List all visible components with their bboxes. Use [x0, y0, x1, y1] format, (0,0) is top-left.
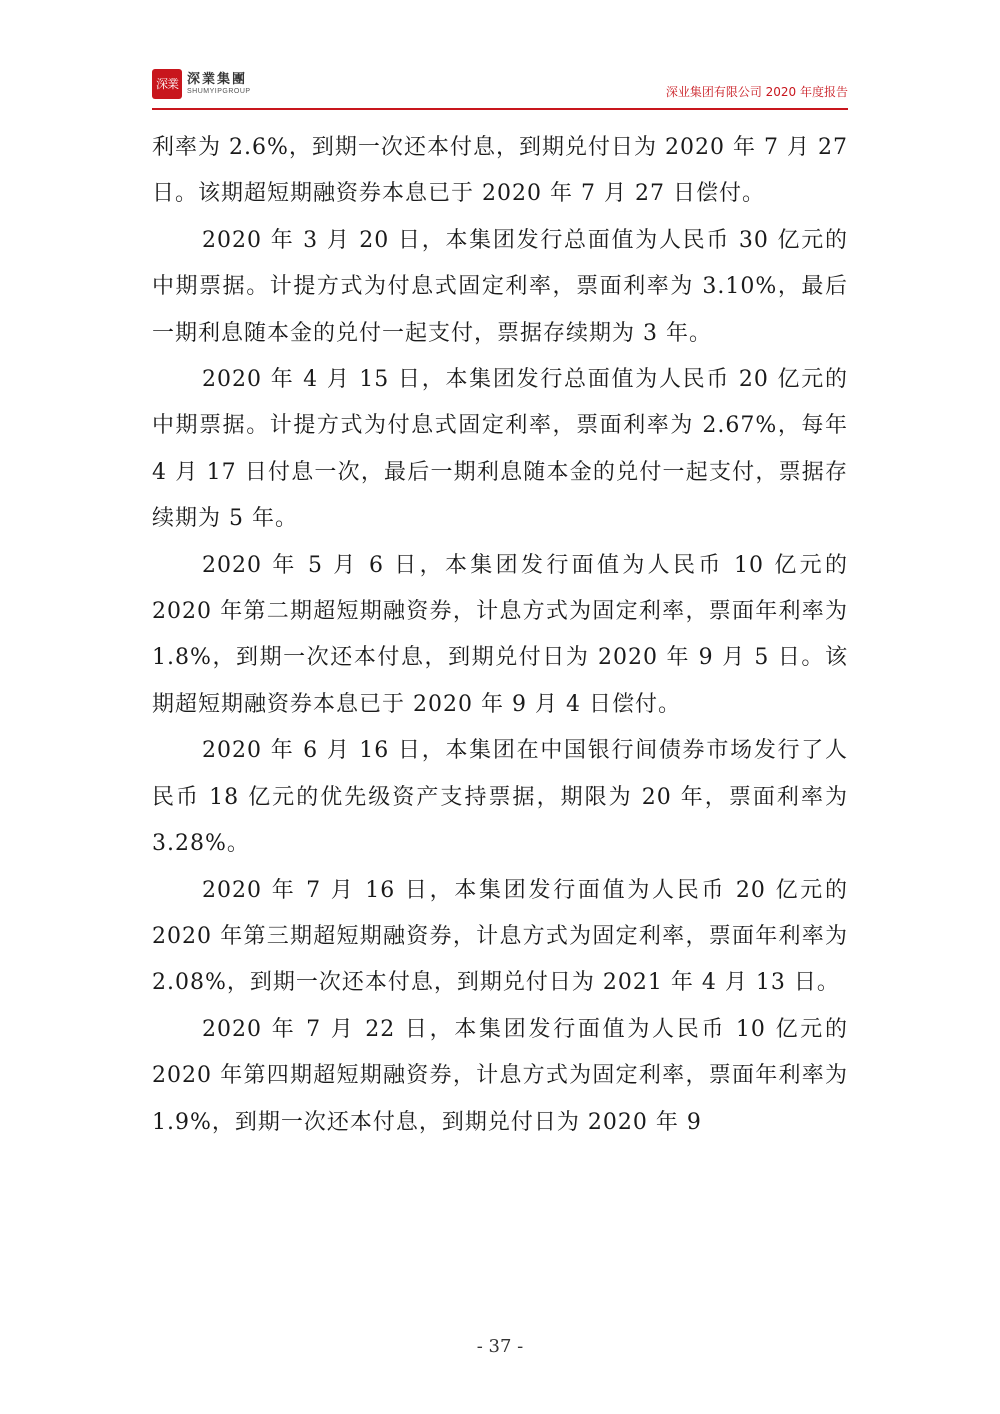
paragraph-abn-june: 2020 年 6 月 16 日，本集团在中国银行间债券市场发行了人民币 18 亿元的优先级资产支持票据，期限为 20 年，票面利率为 3.28%。 [152, 738, 848, 857]
document-body [152, 125, 848, 1146]
logo-english-name: SHUMYIPGROUP [187, 88, 251, 95]
logo-chinese-name: 深業集團 [187, 72, 248, 87]
company-logo [152, 66, 251, 102]
report-title: 深业集团有限公司 2020 年度报告 [665, 85, 848, 99]
page-header [152, 66, 848, 106]
paragraph-mtn-march: 2020 年 3 月 20 日，本集团发行总面值为人民币 30 亿元的中期票据。计提方式为付息式固定利率，票面利率为 3.10%，最后一期利息随本金的兑付一起支付，票据存续期为 3 年。 [152, 227, 848, 346]
page-number: - 37 - [476, 1336, 524, 1357]
paragraph-scp-july16: 2020 年 7 月 16 日，本集团发行面值为人民币 20 亿元的 2020 年第三期超短期融资券，计息方式为固定利率，票面年利率为 2.08%，到期一次还本付息，到期兑付日为 2021 年 4 月 13 日。 [152, 877, 848, 996]
logo-seal-icon: 深業 [152, 69, 182, 99]
paragraph-mtn-april: 2020 年 4 月 15 日，本集团发行总面值为人民币 20 亿元的中期票据。计提方式为付息式固定利率，票面利率为 2.67%，每年 4 月 17 日付息一次，最后一期利息随本金的兑付一起支付，票据存续期为 5 年。 [152, 367, 848, 532]
paragraph-scp-may: 2020 年 5 月 6 日，本集团发行面值为人民币 10 亿元的 2020 年第二期超短期融资券，计息方式为固定利率，票面年利率为 1.8%，到期一次还本付息，到期兑付日为 2020 年 9 月 5 日。该期超短期融资券本息已于 2020 年 9 月 4 日偿付。 [152, 552, 848, 717]
paragraph-scp-july22: 2020 年 7 月 22 日，本集团发行面值为人民币 10 亿元的 2020 年第四期超短期融资券，计息方式为固定利率，票面年利率为 1.9%，到期一次还本付息，到期兑付日为 2020 年 9 [152, 1016, 848, 1135]
paragraph-continued: 利率为 2.6%，到期一次还本付息，到期兑付日为 2020 年 7 月 27 日。该期超短期融资券本息已于 2020 年 7 月 27 日偿付。 [152, 135, 848, 207]
header-divider [152, 108, 848, 110]
logo-text [187, 72, 251, 96]
